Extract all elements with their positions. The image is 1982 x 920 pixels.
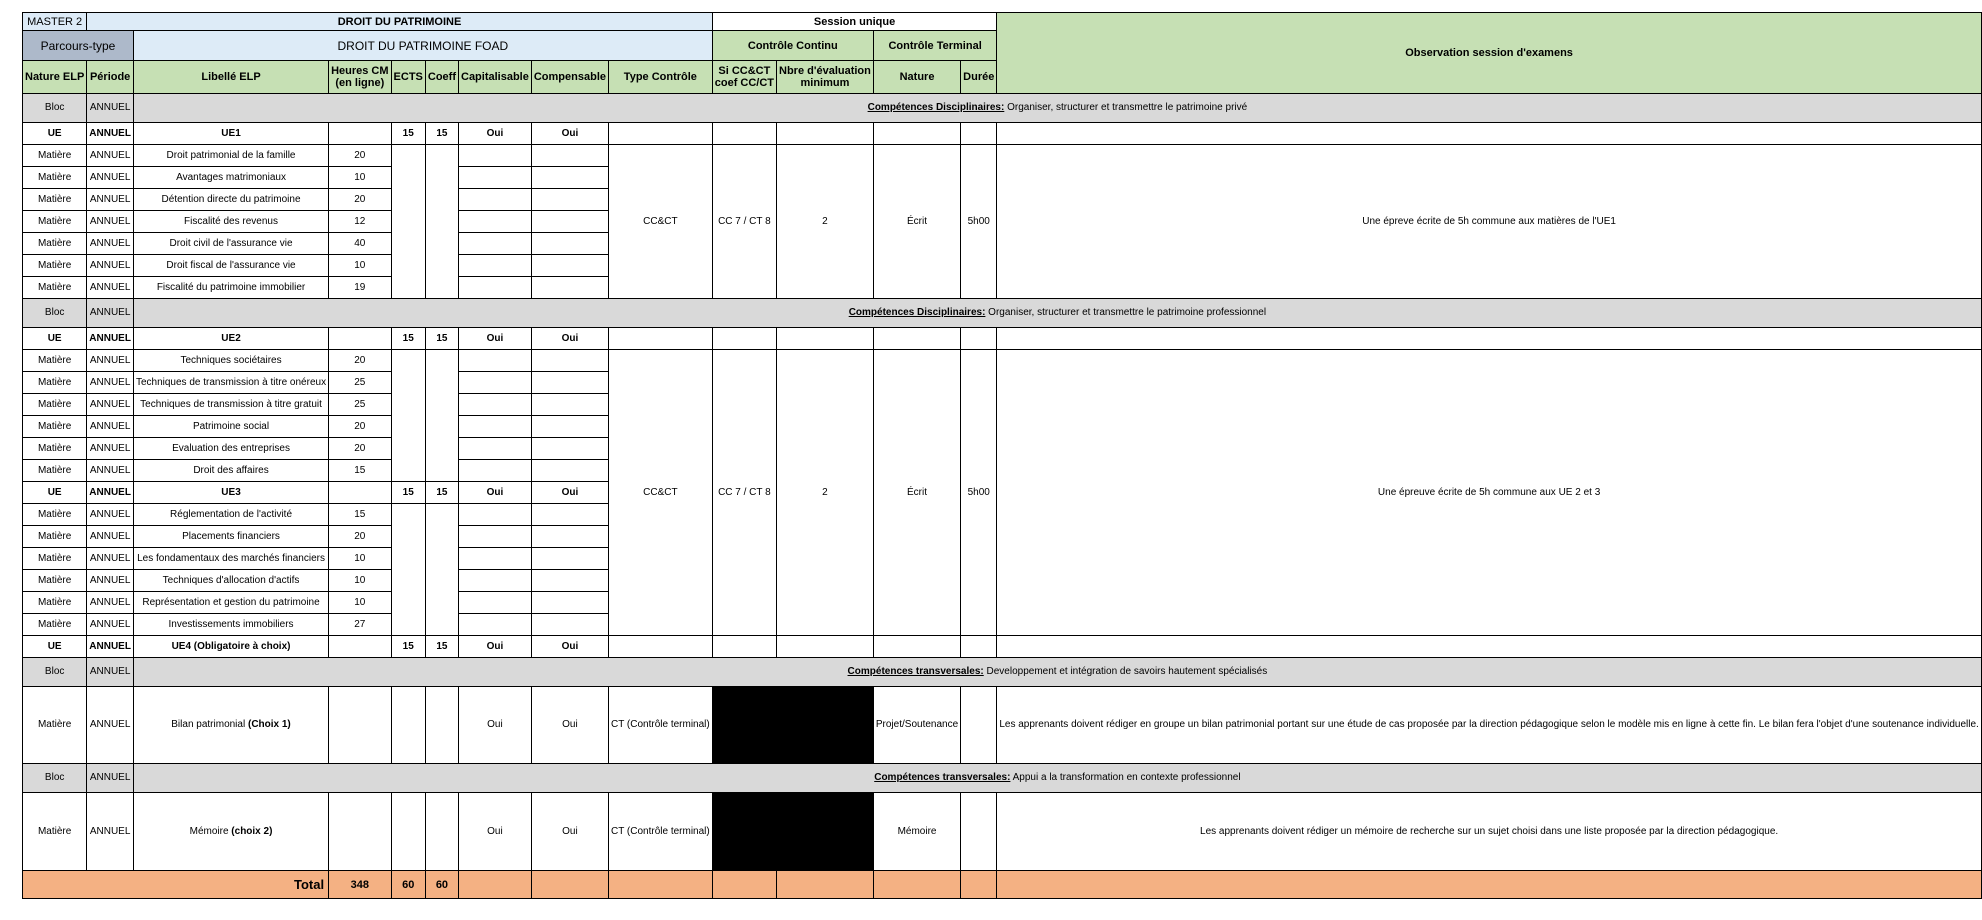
libelle-text: Mémoire <box>189 825 232 837</box>
col-type-controle: Type Contrôle <box>609 61 713 94</box>
row-heures: 20 <box>329 145 391 167</box>
row-nature: Matière <box>23 211 87 233</box>
bloc-nature: Bloc <box>23 658 87 687</box>
ue-label: UE3 <box>133 482 328 504</box>
ue-nature: UE <box>23 636 87 658</box>
ue-row <box>23 328 1982 350</box>
total-coeff: 60 <box>425 871 458 899</box>
row-heures: 19 <box>329 277 391 299</box>
ue-coeff: 15 <box>425 328 458 350</box>
ue-heures <box>329 123 391 145</box>
ue-ects: 15 <box>391 636 425 658</box>
ue-capitalisable: Oui <box>459 328 532 350</box>
row-libelle: Techniques d'allocation d'actifs <box>133 570 328 592</box>
parcours-value: DROIT DU PATRIMOINE FOAD <box>133 31 712 61</box>
row-libelle: Investissements immobiliers <box>133 614 328 636</box>
row-nature: Matière <box>23 548 87 570</box>
row-periode: ANNUEL <box>87 438 134 460</box>
row-heures: 20 <box>329 416 391 438</box>
bloc-description <box>133 299 1981 328</box>
col-nbre-line1: Nbre d'évaluation <box>779 65 871 77</box>
ue-compensable: Oui <box>531 123 608 145</box>
row-libelle: Techniques sociétaires <box>133 350 328 372</box>
row-heures: 10 <box>329 592 391 614</box>
row-nature-ct: Mémoire <box>873 793 960 871</box>
total-heures: 348 <box>329 871 391 899</box>
ue-periode: ANNUEL <box>87 123 134 145</box>
bloc-description <box>133 658 1981 687</box>
table-row <box>23 687 1982 764</box>
row-nature: Matière <box>23 687 87 764</box>
row-compensable: Oui <box>531 793 608 871</box>
col-heures <box>329 61 391 94</box>
session-header: Session unique <box>712 13 997 31</box>
col-cc-ct-line1: Si CC&CT <box>718 65 771 77</box>
row-periode: ANNUEL <box>87 793 134 871</box>
bloc-description <box>133 764 1981 793</box>
bloc-periode: ANNUEL <box>87 764 134 793</box>
ue-capitalisable: Oui <box>459 123 532 145</box>
ue-label: UE4 (Obligatoire à choix) <box>133 636 328 658</box>
row-nature-ct: Projet/Soutenance <box>873 687 960 764</box>
row-heures: 10 <box>329 167 391 189</box>
row-periode: ANNUEL <box>87 592 134 614</box>
parcours-label: Parcours-type <box>23 31 134 61</box>
row-nature: Matière <box>23 793 87 871</box>
ue-periode: ANNUEL <box>87 636 134 658</box>
bloc-periode: ANNUEL <box>87 94 134 123</box>
ue-nature: UE <box>23 482 87 504</box>
col-nature-elp: Nature ELP <box>23 61 87 94</box>
ue-coeff: 15 <box>425 123 458 145</box>
row-heures: 27 <box>329 614 391 636</box>
row-libelle: Représentation et gestion du patrimoine <box>133 592 328 614</box>
bloc-row <box>23 299 1982 328</box>
ue-nature: UE <box>23 123 87 145</box>
row-heures: 25 <box>329 394 391 416</box>
ue-coeff: 15 <box>425 482 458 504</box>
row-heures: 10 <box>329 255 391 277</box>
col-nbre-evaluation <box>777 61 874 94</box>
total-ects: 60 <box>391 871 425 899</box>
row-heures: 25 <box>329 372 391 394</box>
row-periode: ANNUEL <box>87 233 134 255</box>
row-nature: Matière <box>23 394 87 416</box>
col-compensable: Compensable <box>531 61 608 94</box>
row-nature: Matière <box>23 372 87 394</box>
choix-tag: (Choix 1) <box>247 719 291 730</box>
ue-compensable: Oui <box>531 482 608 504</box>
row-periode: ANNUEL <box>87 189 134 211</box>
row-libelle: Détention directe du patrimoine <box>133 189 328 211</box>
row-libelle: Evaluation des entreprises <box>133 438 328 460</box>
ue1-nature: Écrit <box>873 145 960 299</box>
program-title: DROIT DU PATRIMOINE <box>87 13 712 31</box>
observation-header: Observation session d'examens <box>997 13 1981 94</box>
row-nature: Matière <box>23 189 87 211</box>
row-libelle: Fiscalité du patrimoine immobilier <box>133 277 328 299</box>
row-libelle: Réglementation de l'activité <box>133 504 328 526</box>
row-heures: 12 <box>329 211 391 233</box>
row-libelle: Techniques de transmission à titre gratuit <box>133 394 328 416</box>
ue1-observation: Une épreve écrite de 5h commune aux matières de l'UE1 <box>997 145 1981 299</box>
row-libelle: Droit fiscal de l'assurance vie <box>133 255 328 277</box>
col-heures-line2: (en ligne) <box>335 77 385 89</box>
ue-nature: UE <box>23 328 87 350</box>
row-periode: ANNUEL <box>87 394 134 416</box>
master-cell: MASTER 2 <box>23 13 87 31</box>
row-libelle: Techniques de transmission à titre onéreux <box>133 372 328 394</box>
bloc-label: Compétences Disciplinaires: <box>848 307 986 318</box>
row-heures: 10 <box>329 570 391 592</box>
ue23-nature: Écrit <box>873 350 960 636</box>
row-nature: Matière <box>23 570 87 592</box>
row-periode: ANNUEL <box>87 570 134 592</box>
ue-heures <box>329 482 391 504</box>
row-periode: ANNUEL <box>87 526 134 548</box>
controle-terminal-header: Contrôle Terminal <box>873 31 996 61</box>
bloc-nature: Bloc <box>23 94 87 123</box>
table-row <box>23 793 1982 871</box>
col-nbre-line2: minimum <box>800 77 850 89</box>
bloc-row <box>23 94 1982 123</box>
row-nature: Matière <box>23 167 87 189</box>
bloc-label: Compétences transversales: <box>874 772 1011 783</box>
ue-compensable: Oui <box>531 636 608 658</box>
table-row <box>23 350 1982 372</box>
row-periode: ANNUEL <box>87 548 134 570</box>
row-libelle: Placements financiers <box>133 526 328 548</box>
ue-label: UE2 <box>133 328 328 350</box>
col-duree: Durée <box>961 61 997 94</box>
mcc-table <box>22 12 1982 899</box>
row-nature: Matière <box>23 255 87 277</box>
ue1-type-controle: CC&CT <box>609 145 713 299</box>
row-capitalisable: Oui <box>459 687 532 764</box>
bloc-nature: Bloc <box>23 764 87 793</box>
row-periode: ANNUEL <box>87 167 134 189</box>
ue-heures <box>329 328 391 350</box>
row-nature: Matière <box>23 145 87 167</box>
row-periode: ANNUEL <box>87 504 134 526</box>
row-heures: 15 <box>329 460 391 482</box>
row-periode: ANNUEL <box>87 211 134 233</box>
col-heures-line1: Heures CM <box>331 65 389 77</box>
row-observation: Les apprenants doivent rédiger un mémoire de recherche sur un sujet choisi dans une liste proposée par la direction pédagogique. <box>997 793 1981 871</box>
row-observation: Les apprenants doivent rédiger en groupe un bilan patrimonial portant sur une étude de cas proposée par la direction pédagogique selon le modèle mis en ligne à cette fin. Le bilan fera l'objet d'une soutenance individuelle. <box>997 687 1981 764</box>
row-type-controle: CT (Contrôle terminal) <box>609 687 713 764</box>
row-capitalisable: Oui <box>459 793 532 871</box>
row-libelle <box>133 793 328 871</box>
row-libelle: Les fondamentaux des marchés financiers <box>133 548 328 570</box>
row-periode: ANNUEL <box>87 372 134 394</box>
row-libelle <box>133 687 328 764</box>
row-nature: Matière <box>23 614 87 636</box>
redacted-block <box>712 793 873 871</box>
row-heures: 20 <box>329 526 391 548</box>
controle-continu-header: Contrôle Continu <box>712 31 873 61</box>
row-nature: Matière <box>23 504 87 526</box>
ue-ects: 15 <box>391 482 425 504</box>
ue-row <box>23 636 1982 658</box>
bloc-periode: ANNUEL <box>87 299 134 328</box>
ue23-nbre: 2 <box>777 350 874 636</box>
ue-coeff: 15 <box>425 636 458 658</box>
row-libelle: Patrimoine social <box>133 416 328 438</box>
ue23-type-controle: CC&CT <box>609 350 713 636</box>
bloc-text: Developpement et intégration de savoirs hautement spécialisés <box>983 666 1268 677</box>
row-libelle: Droit civil de l'assurance vie <box>133 233 328 255</box>
ue-capitalisable: Oui <box>459 482 532 504</box>
col-capitalisable: Capitalisable <box>459 61 532 94</box>
row-compensable: Oui <box>531 687 608 764</box>
row-nature: Matière <box>23 233 87 255</box>
table-row <box>23 145 1982 167</box>
row-nature: Matière <box>23 526 87 548</box>
ue-compensable: Oui <box>531 328 608 350</box>
row-nature: Matière <box>23 277 87 299</box>
ue1-coef: CC 7 / CT 8 <box>712 145 776 299</box>
ue-ects: 15 <box>391 123 425 145</box>
row-libelle: Droit patrimonial de la famille <box>133 145 328 167</box>
row-heures: 20 <box>329 438 391 460</box>
bloc-row <box>23 658 1982 687</box>
row-libelle: Droit des affaires <box>133 460 328 482</box>
row-periode: ANNUEL <box>87 416 134 438</box>
ue1-nbre: 2 <box>777 145 874 299</box>
bloc-text: Organiser, structurer et transmettre le patrimoine privé <box>1004 102 1248 113</box>
row-nature: Matière <box>23 592 87 614</box>
row-periode: ANNUEL <box>87 255 134 277</box>
row-nature: Matière <box>23 460 87 482</box>
bloc-text: Appui a la transformation en contexte professionnel <box>1010 772 1241 783</box>
row-nature: Matière <box>23 438 87 460</box>
ue-heures <box>329 636 391 658</box>
bloc-periode: ANNUEL <box>87 658 134 687</box>
ue-periode: ANNUEL <box>87 482 134 504</box>
row-libelle: Fiscalité des revenus <box>133 211 328 233</box>
ue23-coef: CC 7 / CT 8 <box>712 350 776 636</box>
col-ects: ECTS <box>391 61 425 94</box>
col-cc-ct <box>712 61 776 94</box>
ue23-duree: 5h00 <box>961 350 997 636</box>
redacted-block <box>712 687 873 764</box>
ue-ects: 15 <box>391 328 425 350</box>
ue-capitalisable: Oui <box>459 636 532 658</box>
bloc-label: Compétences transversales: <box>847 666 984 677</box>
row-periode: ANNUEL <box>87 277 134 299</box>
row-type-controle: CT (Contrôle terminal) <box>609 793 713 871</box>
bloc-row <box>23 764 1982 793</box>
ue23-observation: Une épreuve écrite de 5h commune aux UE 2 et 3 <box>997 350 1981 636</box>
ue1-duree: 5h00 <box>961 145 997 299</box>
ue-label: UE1 <box>133 123 328 145</box>
row-libelle: Avantages matrimoniaux <box>133 167 328 189</box>
row-periode: ANNUEL <box>87 350 134 372</box>
total-label: Total <box>23 871 329 899</box>
ue-row <box>23 123 1982 145</box>
libelle-text: Bilan patrimonial <box>171 719 248 730</box>
bloc-label: Compétences Disciplinaires: <box>867 102 1005 113</box>
row-periode: ANNUEL <box>87 687 134 764</box>
row-periode: ANNUEL <box>87 614 134 636</box>
row-nature: Matière <box>23 350 87 372</box>
row-heures: 15 <box>329 504 391 526</box>
bloc-description <box>133 94 1981 123</box>
row-heures: 10 <box>329 548 391 570</box>
choix-tag: (choix 2) <box>231 825 273 837</box>
col-periode: Période <box>87 61 134 94</box>
row-heures: 20 <box>329 350 391 372</box>
bloc-text: Organiser, structurer et transmettre le patrimoine professionnel <box>985 307 1267 318</box>
ue-periode: ANNUEL <box>87 328 134 350</box>
row-heures: 40 <box>329 233 391 255</box>
col-nature: Nature <box>873 61 960 94</box>
row-periode: ANNUEL <box>87 460 134 482</box>
row-periode: ANNUEL <box>87 145 134 167</box>
row-nature: Matière <box>23 416 87 438</box>
col-cc-ct-line2: coef CC/CT <box>714 77 775 89</box>
total-row <box>23 871 1982 899</box>
row-heures: 20 <box>329 189 391 211</box>
col-coeff: Coeff <box>425 61 458 94</box>
bloc-nature: Bloc <box>23 299 87 328</box>
col-libelle: Libellé ELP <box>133 61 328 94</box>
